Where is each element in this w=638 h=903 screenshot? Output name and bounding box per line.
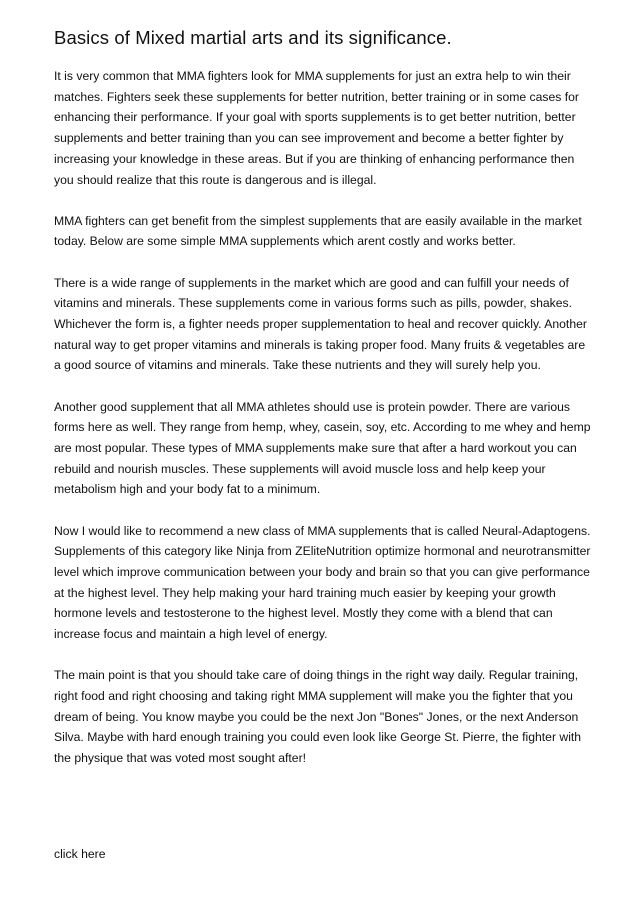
paragraph-conclusion: The main point is that you should take care of doing things in the right way daily. Regular training, right food and right choosing and taking right MMA supplement will make you the fighter that you dream of being. You know maybe you could be the next Jon "Bones" Jones, or the next Anderson Silva. Maybe with hard enough training you could even look like George St. Pierre, the fighter with the physique that was voted most sought after! — [54, 668, 582, 766]
document-body — [54, 26, 594, 789]
paragraph-simple-supplements: MMA fighters can get benefit from the simplest supplements that are easily available in the market today. Below are some simple MMA supplements which arent costly and works better. — [54, 213, 582, 249]
paragraph-protein-powder: Another good supplement that all MMA athletes should use is protein powder. There are various forms here as well. They range from hemp, whey, casein, soy, etc. According to me whey and hemp are most popular. These types of MMA supplements make sure that after a hard workout you can rebuild and nourish muscles. These supplements will avoid muscle loss and help keep your metabolism high and your body fat to a minimum. — [54, 399, 591, 497]
paragraph-vitamins-minerals: There is a wide range of supplements in the market which are good and can fulfill your needs of vitamins and minerals. These supplements come in various forms such as pills, powder, shakes. Whichever the form is, a fighter needs proper supplementation to heal and recover quickly. Another natural way to get proper vitamins and minerals is taking proper food. Many fruits & vegetables are a good source of vitamins and minerals. Take these nutrients and they will surely help you. — [54, 275, 587, 373]
paragraph-intro: It is very common that MMA fighters look for MMA supplements for just an extra help to win their matches. Fighters seek these supplements for better nutrition, better training or in some cases for enhancing their performance. If your goal with sports supplements is to get better nutrition, better supplements and better training than you can see improvement and become a better fighter by increasing your knowledge in these areas. But if you are thinking of enhancing performance then you should realize that this route is dangerous and is illegal. — [54, 69, 579, 187]
click-here-link[interactable]: click here — [54, 847, 106, 861]
paragraph-neural-adaptogens: Now I would like to recommend a new class of MMA supplements that is called Neural-Adaptogens. Supplements of this category like Ninja from ZEliteNutrition optimize hormonal and neurotransmitter level which improve communication between your body and brain so that you can give performance at the highest level. They help making your hard training much easier by keeping your growth hormone levels and testosterone to the highest level. Mostly they come with a blend that can increase focus and maintain a high level of energy. — [54, 523, 591, 642]
page-title: Basics of Mixed martial arts and its significance. — [54, 27, 452, 48]
